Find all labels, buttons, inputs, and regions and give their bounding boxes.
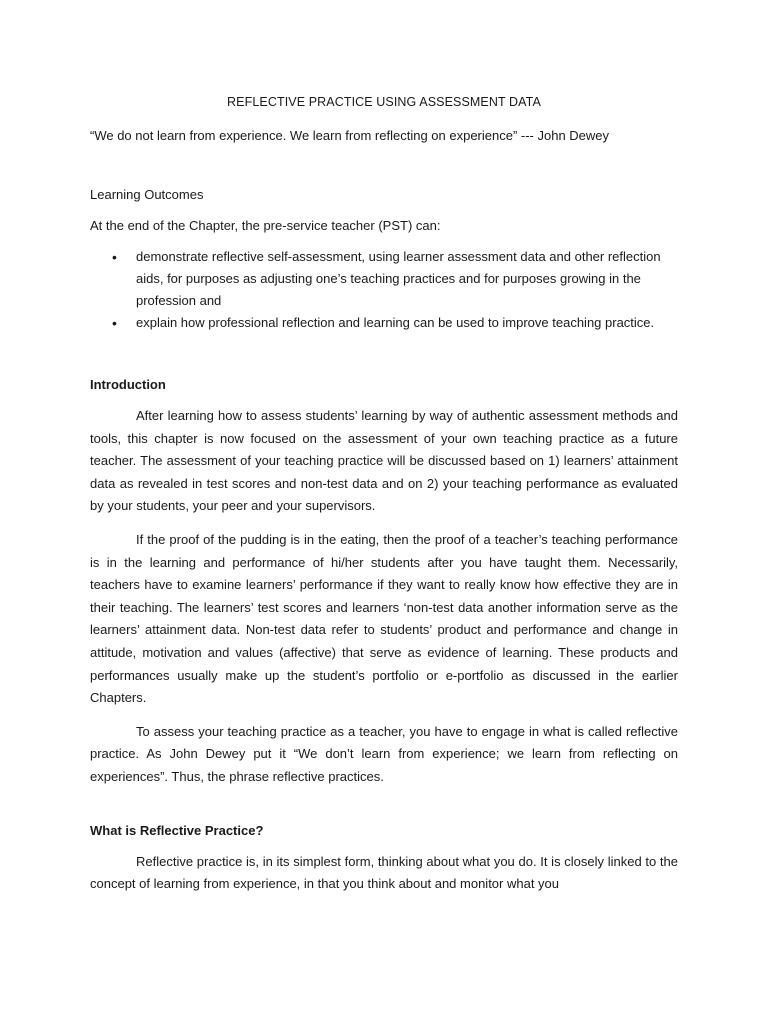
learning-outcomes-intro: At the end of the Chapter, the pre-service teacher (PST) can: [90, 218, 441, 233]
document-title: REFLECTIVE PRACTICE USING ASSESSMENT DATA [227, 95, 541, 109]
list-item [90, 312, 678, 334]
list-item [90, 246, 678, 312]
introduction-paragraph: To assess your teaching practice as a teacher, you have to engage in what is called reflective practice. As John Dewey put it “We don’t learn from experience; we learn from reflecting on experiences”. Thus, the phrase reflective practices. [90, 723, 678, 784]
learning-outcomes-heading: Learning Outcomes [90, 187, 204, 202]
introduction-paragraph: After learning how to assess students’ learning by way of authentic assessment methods and tools, this chapter is now focused on the assessment of your own teaching practice as a future teacher. The assessment of your teaching practice will be discussed based on 1) learners’ attainment data as revealed in test scores and non-test data and on 2) your teaching performance as evaluated by your students, your peer and your supervisors. [90, 408, 678, 514]
introduction-paragraph: If the proof of the pudding is in the eating, then the proof of a teacher’s teaching performance is in the learning and performance of hi/her students after you have taught them. Necessarily, teachers have to examine learners’ performance if they want to really know how effective they are in their teaching. The learners’ test scores and learners ‘non-test data another information serve as the learners’ attainment data. Non-test data refer to students’ product and performance and change in attitude, motivation and values (affective) that serve as evidence of learning. These products and performances usually make up the student’s portfolio or e-portfolio as discussed in the earlier Chapters. [90, 531, 678, 706]
introduction-heading: Introduction [90, 377, 166, 392]
reflective-practice-heading: What is Reflective Practice? [90, 822, 264, 838]
list-item-text: explain how professional reflection and learning can be used to improve teaching practice. [136, 315, 655, 330]
learning-outcomes-list [90, 246, 678, 334]
list-item-text: demonstrate reflective self-assessment, using learner assessment data and other reflection aids, for purposes as adjusting one’s teaching practices and for purposes growing in the profession and [136, 249, 661, 308]
bullet-icon: • [112, 249, 117, 265]
reflective-practice-paragraph: Reflective practice is, in its simplest form, thinking about what you do. It is closely linked to the concept of learning from experience, in that you think about and monitor what you [90, 853, 678, 892]
bullet-icon: • [112, 315, 117, 331]
epigraph-quote: “We do not learn from experience. We learn from reflecting on experience” --- John Dewey [90, 128, 610, 143]
